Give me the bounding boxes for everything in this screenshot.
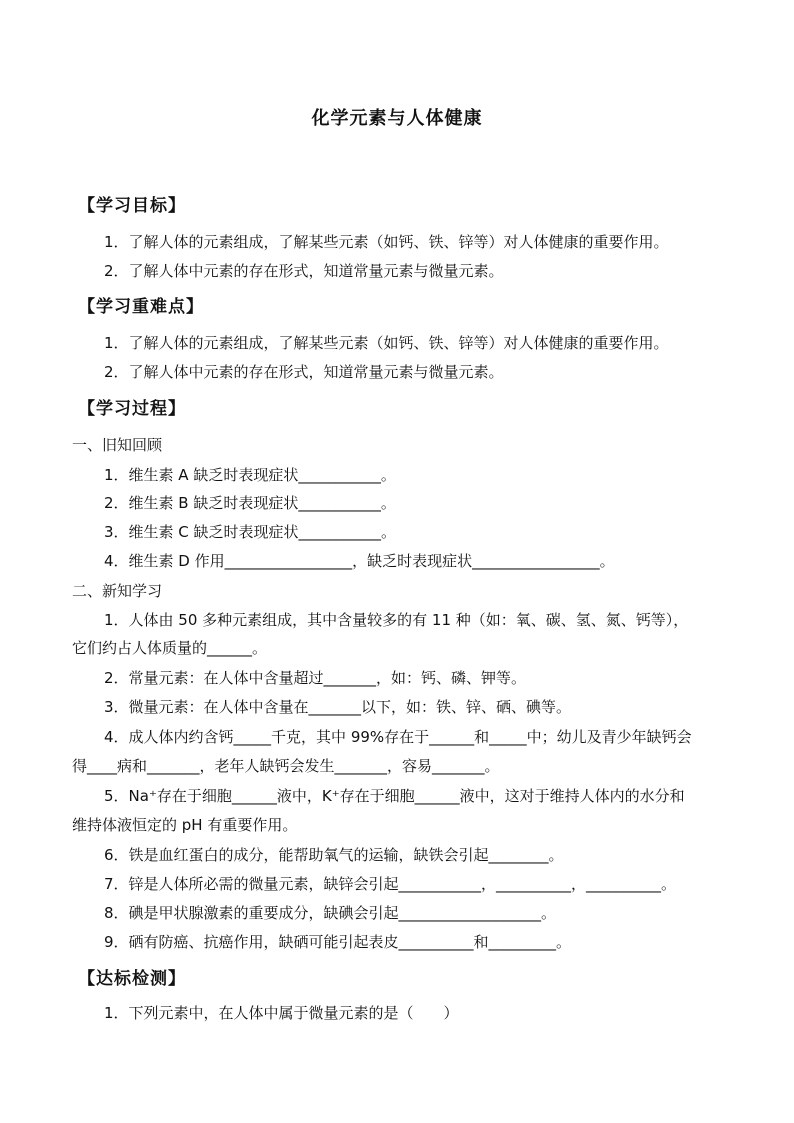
review-item-2: 2．维生素 B 缺乏时表现症状___________。 [104,494,396,512]
new-item-5-line-2: 维持体液恒定的 pH 有重要作用。 [72,816,298,834]
new-learning-heading: 二、新知学习 [72,582,163,600]
new-item-3: 3．微量元素：在人体中含量在_______以下，如：铁、锌、硒、碘等。 [104,698,572,716]
new-item-2: 2．常量元素：在人体中含量超过_______，如：钙、磷、钾等。 [104,669,527,687]
section-goals-heading: 【学习目标】 [78,196,186,216]
review-heading: 一、旧知回顾 [72,436,163,454]
new-item-1-line-2: 它们约占人体质量的______。 [72,639,268,657]
key-point-item-1: 1．了解人体的元素组成，了解某些元素（如钙、铁、锌等）对人体健康的重要作用。 [104,334,669,352]
new-item-7: 7．锌是人体所必需的微量元素，缺锌会引起___________，__________，__________。 [104,875,677,893]
new-item-4-line-2: 得____病和_______，老年人缺钙会发生_______，容易_______。 [72,757,500,775]
new-item-6: 6．铁是血红蛋白的成分，能帮助氧气的运输，缺铁会引起________。 [104,846,564,864]
goal-item-1: 1．了解人体的元素组成，了解某些元素（如钙、铁、锌等）对人体健康的重要作用。 [104,233,669,251]
review-item-1: 1．维生素 A 缺乏时表现症状___________。 [104,466,396,484]
section-check-heading: 【达标检测】 [78,969,186,989]
new-item-9: 9．硒有防癌、抗癌作用，缺硒可能引起表皮__________和_________。 [104,933,572,951]
review-item-4: 4．维生素 D 作用_________________，缺乏时表现症状_________________。 [104,552,615,570]
page-title: 化学元素与人体健康 [311,108,483,129]
check-item-1: 1．下列元素中，在人体中属于微量元素的是（ ） [104,1004,459,1022]
new-item-1-line-1: 1．人体由 50 多种元素组成，其中含量较多的有 11 种（如：氧、碳、氢、氮、钙等）， [104,611,689,629]
new-item-4-line-1: 4．成人体内约含钙_____千克，其中 99%存在于______和_____中；幼儿及青少年缺钙会 [104,728,692,746]
new-item-8: 8．碘是甲状腺激素的重要成分，缺碘会引起___________________。 [104,904,557,922]
key-point-item-2: 2．了解人体中元素的存在形式，知道常量元素与微量元素。 [104,363,504,381]
review-item-3: 3．维生素 C 缺乏时表现症状___________。 [104,523,397,541]
goal-item-2: 2．了解人体中元素的存在形式，知道常量元素与微量元素。 [104,262,504,280]
section-key-points-heading: 【学习重难点】 [78,297,204,317]
section-process-heading: 【学习过程】 [78,399,186,419]
new-item-5-line-1: 5．Na⁺存在于细胞______液中，K⁺存在于细胞______液中，这对于维持人体内的水分和 [104,787,685,805]
